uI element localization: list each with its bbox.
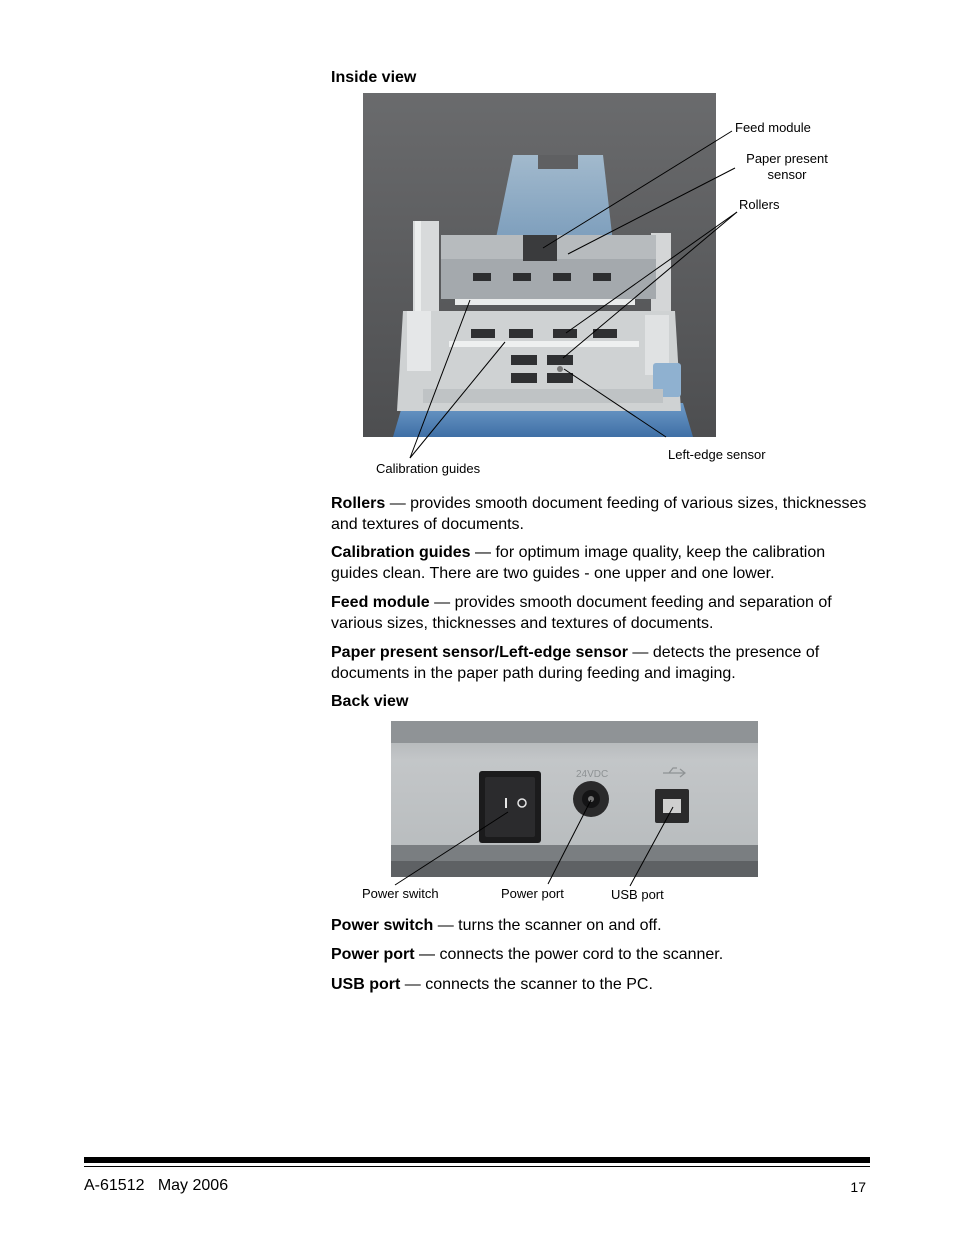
- callout-calibration-guides: Calibration guides: [376, 461, 481, 476]
- text-rollers: — provides smooth document feeding of various sizes, thicknesses and textures of documents.: [331, 495, 867, 533]
- footer-rule-thin: [84, 1166, 870, 1167]
- callout-paper-present-line1: Paper present: [746, 151, 828, 166]
- panel-dc-label: 24VDC: [576, 769, 609, 780]
- footer-page-number: 17: [850, 1179, 866, 1195]
- scanner-back-illustration: [391, 721, 758, 877]
- footer-rule-thick: [84, 1157, 870, 1163]
- callout-left-edge-sensor: Left-edge sensor: [668, 447, 766, 462]
- text-power-switch: — turns the scanner on and off.: [433, 917, 662, 934]
- callout-rollers: Rollers: [739, 197, 780, 212]
- callout-paper-present-line2: sensor: [767, 167, 807, 182]
- term-power-port: Power port: [331, 946, 415, 963]
- description-usb-port: [331, 974, 876, 995]
- back-view-photo: [391, 721, 758, 877]
- callout-feed-module: Feed module: [735, 120, 811, 135]
- description-power-switch: [331, 915, 876, 936]
- callout-paper-present-sensor: [733, 151, 841, 183]
- text-calibration-guides: — for optimum image quality, keep the calibration guides clean. There are two guides - one upper and one lower.: [331, 544, 826, 582]
- description-feed-module: [331, 592, 876, 634]
- description-rollers: [331, 493, 876, 535]
- text-sensors: — detects the presence of documents in the paper path during feeding and imaging.: [331, 644, 820, 682]
- description-calibration-guides: [331, 542, 876, 584]
- callout-power-port: Power port: [501, 886, 564, 901]
- text-feed-module: — provides smooth document feeding and separation of various sizes, thicknesses and textures of documents.: [331, 594, 832, 632]
- back-view-heading: Back view: [331, 693, 409, 710]
- text-power-port: — connects the power cord to the scanner.: [414, 946, 724, 963]
- description-sensors: [331, 642, 876, 684]
- scanner-inside-illustration: [363, 93, 716, 437]
- term-power-switch: Power switch: [331, 917, 434, 934]
- callout-power-switch: Power switch: [362, 886, 439, 901]
- footer-doc-id: A-61512 May 2006: [84, 1177, 229, 1194]
- term-rollers: Rollers: [331, 495, 386, 512]
- term-sensors: Paper present sensor/Left-edge sensor: [331, 644, 628, 661]
- description-power-port: [331, 944, 876, 965]
- inside-view-heading: Inside view: [331, 69, 417, 86]
- term-feed-module: Feed module: [331, 594, 430, 611]
- callout-usb-port: USB port: [611, 887, 664, 902]
- inside-view-photo: [363, 93, 716, 437]
- term-calibration-guides: Calibration guides: [331, 544, 471, 561]
- term-usb-port: USB port: [331, 976, 401, 993]
- text-usb-port: — connects the scanner to the PC.: [400, 976, 653, 993]
